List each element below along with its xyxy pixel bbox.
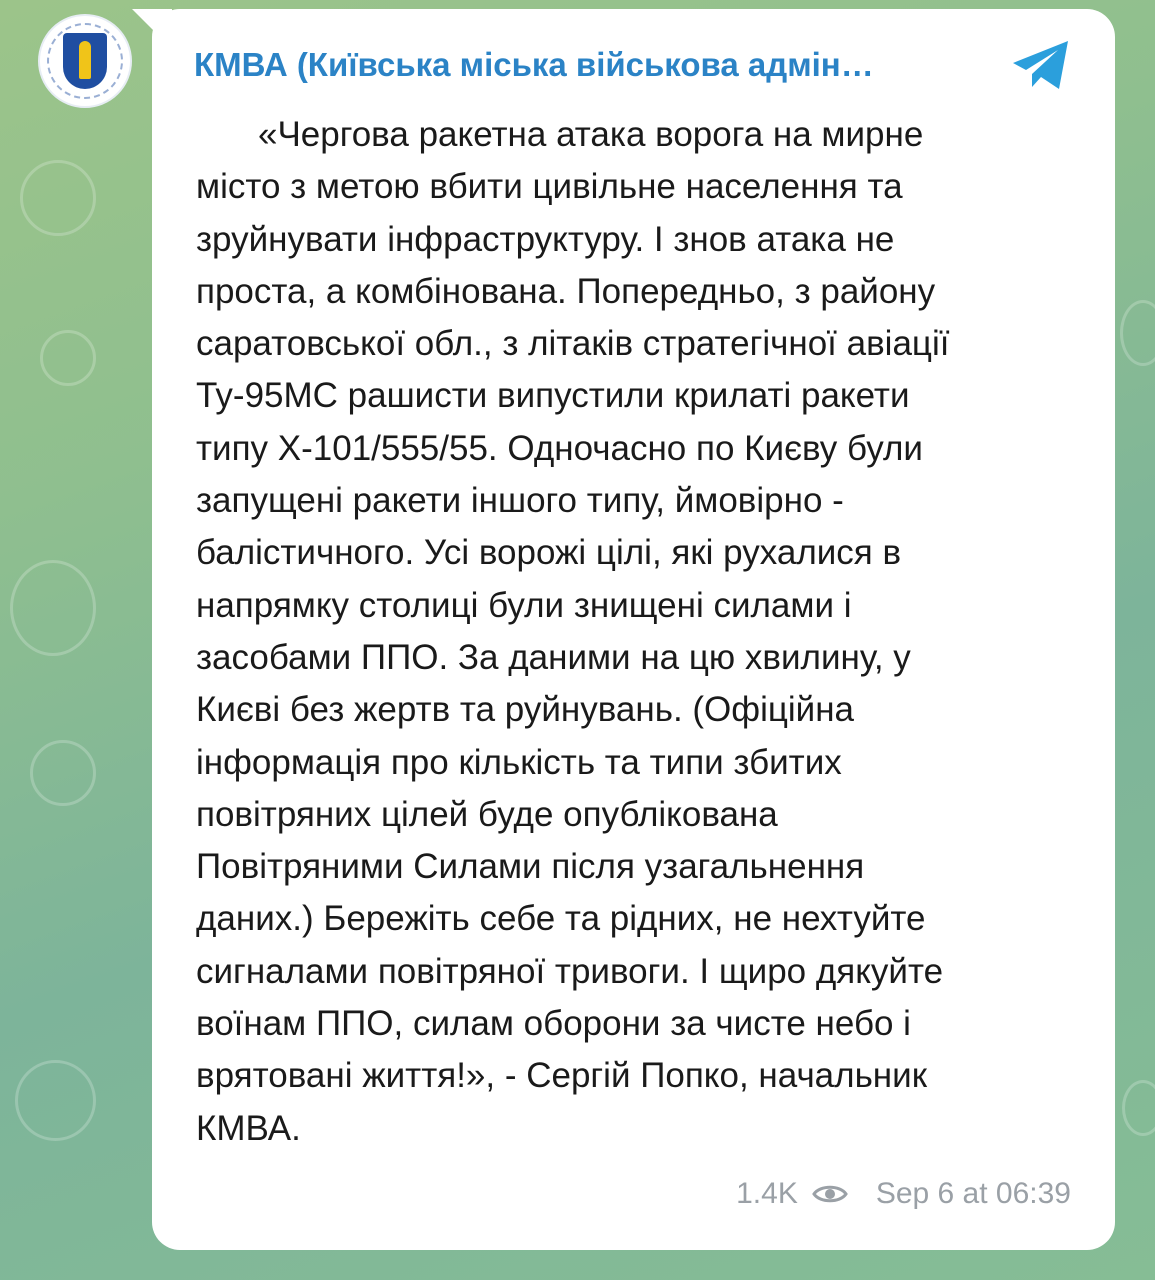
wallpaper-doodle [20, 160, 96, 236]
message-meta [736, 1176, 1071, 1212]
message-timestamp: Sep 6 at 06:39 [875, 1177, 1071, 1210]
telegram-icon[interactable] [1010, 37, 1072, 93]
channel-avatar[interactable] [38, 14, 132, 108]
message-bubble [152, 9, 1115, 1250]
wallpaper-doodle [1122, 1080, 1155, 1136]
eye-icon [812, 1182, 848, 1206]
kyiv-military-administration-emblem-icon [63, 33, 107, 89]
channel-name[interactable]: КМВА (Київська міська військова адмін… [194, 46, 874, 83]
message-text: «Чергова ракетна атака ворога на мирне місто з метою вбити цивільне населення та зруйнувати інфраструктуру. І знов атака не проста, а комбінована. Попередньо, з району саратовської обл., з літаків стратегічної авіації Ту-95МС рашисти випустили крилаті ракети типу Х-101/555/55. Одночасно по Києву були запущені ракети іншого типу, ймовірно - балістичного. Усі ворожі цілі, які рухалися в напрямку столиці були знищені силами і засобами ППО. За даними на цю хвилину, у Києві без жертв та руйнувань. (Офіційна інформація про кількість та типи збитих повітряних цілей буде опублікована Повітряними Силами після узагальнення даних.) Бережіть себе та рідних, не нехтуйте сигналами повітряної тривоги. І щиро дякуйте воїнам ППО, силам оборони за чисте небо і врятовані життя!», - Сергій Попко, начальник КМВА. [196, 115, 950, 1148]
wallpaper-doodle [1120, 300, 1155, 366]
views-count: 1.4K [736, 1177, 798, 1210]
wallpaper-doodle [10, 560, 96, 656]
wallpaper-doodle [15, 1060, 96, 1141]
wallpaper-doodle [40, 330, 96, 386]
wallpaper-doodle [30, 740, 96, 806]
